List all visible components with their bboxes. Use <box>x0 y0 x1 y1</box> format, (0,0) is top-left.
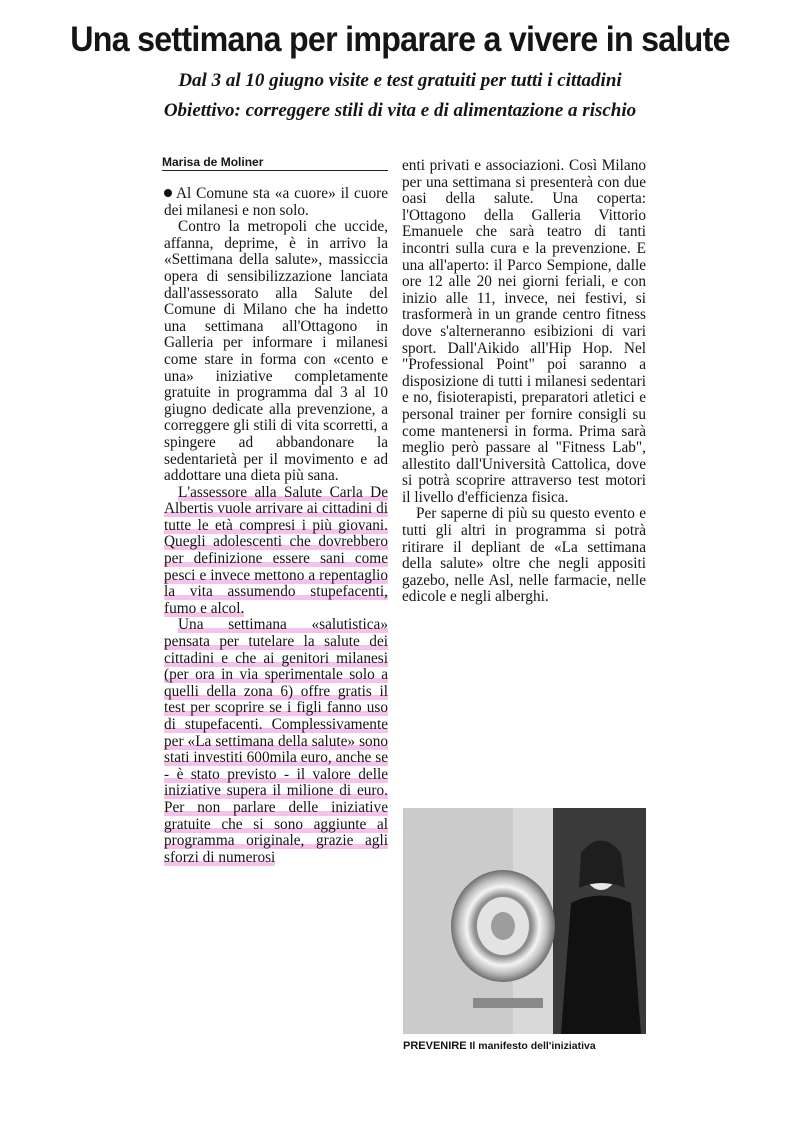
caption-text: Il manifesto dell'iniziativa <box>469 1040 596 1052</box>
headline: Una settimana per imparare a vivere in salute <box>70 20 730 59</box>
highlighted-text: L'assessore alla Salute Carla De Albertis vuole arrivare ai cittadini di tutte le età compresi i più giovani. Quegli adolescenti che dovrebbero per definizione essere sani come pesci e invece mettono a repentaglio la vita assumendo stupefacenti, fumo e alcol. <box>164 483 388 617</box>
paragraph: Contro la metropoli che uccide, affanna, deprime, è in arrivo la «Settimana della salute», massiccia opera di sensibilizzazione lanciata dall'assessorato alla Salute del Comune di Milano che ha indetto una settimana all'Ottagono in Galleria per informare i milanesi come stare in forma con «cento e una» iniziative completamente gratuite in programma dal 3 al 10 giugno dedicate alla prevenzione, a correggere gli stili di vita scorretti, a spingere ad abbandonare la sedentarietà per il movimento e ad addottare una dieta più sana. <box>164 218 388 485</box>
deck-line-2: Obiettivo: correggere stili di vita e di alimentazione a rischio <box>163 100 637 121</box>
highlighted-text: Una settimana «salutistica» pensata per tutelare la salute dei cittadini e che ai genitori milanesi (per ora in via sperimentale solo a quelli della zona 6) offre gratis il test per scoprire se i figli fanno uso di stupefacenti. Complessivamente per «La settimana della salute» sono stati investiti 600mila euro, anche se - è stato previsto - il valore delle iniziative supera il milione di euro. Per non parlare delle iniziative gratuite che si sono aggiunte al programma originale, grazie agli sforzi di numerosi <box>164 616 388 866</box>
paragraph: Per saperne di più su questo evento e tutti gli altri in programma si potrà ritirare il depliant de «La settimana della salute» oltre che negli appositi gazebo, nelle Asl, nelle farmacie, nelle edicole e negli alberghi. <box>402 505 646 606</box>
paragraph: enti privati e associazioni. Così Milano per una settimana si presenterà con due oasi della salute. Una coperta: l'Ottagono della Galleria Vittorio Emanuele che sarà teatro di tanti incontri sulla cura e la prevenzione. E una all'aperto: il Parco Sempione, dalle ore 12 alle 20 nei giorni feriali, e con inizio alle 11, invece, nei festivi, si trasformerà in un grande centro fitness dove s'alterneranno esibizioni di vari sport. Dall'Aikido all'Hip Hop. Nel "Professional Point" poi saranno a disposizione di tutti i milanesi sedentari e no, fisioterapisti, preparatori atletici e personal trainer per fornire consigli su come mantenersi in forma. Prima sarà meglio però passare al "Fitness Lab", allestito dall'Università Cattolica, dove si potrà scoprire attraverso test motori il livello d'efficienza fisica. <box>402 157 646 506</box>
photo-caption <box>403 1040 646 1052</box>
bullet-icon <box>164 189 172 197</box>
article-column-right <box>402 158 646 606</box>
poster-photo <box>403 808 646 1034</box>
paragraph-text: Al Comune sta «a cuore» il cuore dei milanesi e non solo. <box>164 185 388 219</box>
article-column-left <box>164 186 388 866</box>
paragraph-highlighted <box>164 617 388 866</box>
poster-photo-graphic <box>403 808 646 1034</box>
caption-keyword: PREVENIRE <box>403 1040 467 1052</box>
paragraph-intro <box>164 186 388 219</box>
deck-line-1: Dal 3 al 10 giugno visite e test gratuiti per tutti i cittadini <box>178 70 622 91</box>
paragraph-highlighted <box>164 485 388 618</box>
byline: Marisa de Moliner <box>162 155 388 171</box>
